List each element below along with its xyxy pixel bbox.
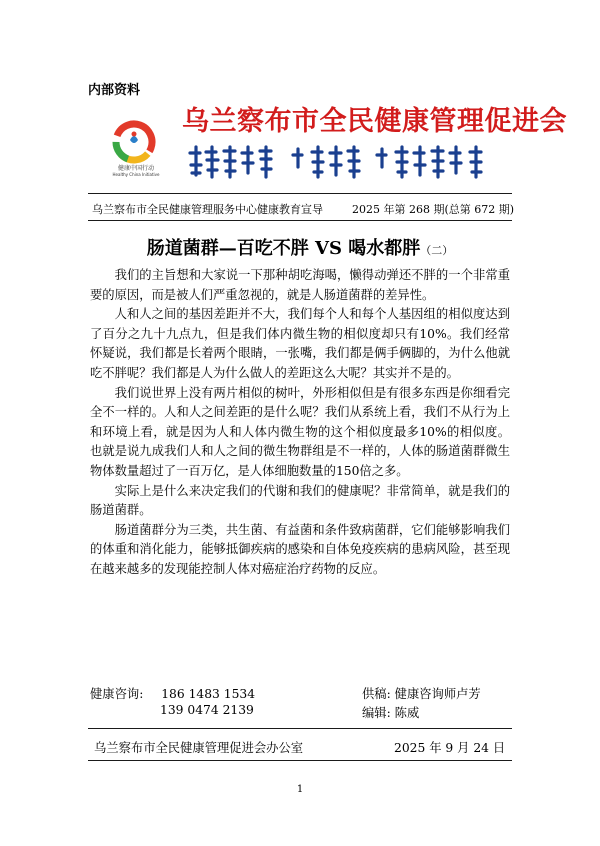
mongolian-script-title bbox=[186, 143, 491, 183]
contact-label: 健康咨询: bbox=[90, 687, 144, 701]
supplier-credit: 供稿: 健康咨询师卢芳 bbox=[362, 687, 481, 701]
logo-caption-cn: 健康中国行动 bbox=[117, 165, 154, 172]
logo-caption bbox=[100, 165, 172, 177]
article-title bbox=[88, 234, 512, 260]
issue-info-row bbox=[92, 201, 515, 217]
paragraph: 我们的主旨想和大家说一下那种胡吃海喝，懒得动弹还不胖的一个非常重要的原因，而是被人们严重忽视的，就是人肠道菌群的差异性。 bbox=[90, 268, 510, 302]
article-body bbox=[90, 266, 510, 580]
internal-label: 内部资料 bbox=[88, 83, 141, 98]
issue-number: 2025 年第 268 期(总第 672 期) bbox=[352, 203, 515, 216]
header-divider-top bbox=[88, 193, 512, 194]
footer-office: 乌兰察布市全民健康管理促进会办公室 bbox=[94, 741, 304, 755]
contact-phone-2: 139 0474 2139 bbox=[160, 703, 254, 717]
page-number: 1 bbox=[296, 784, 304, 795]
org-title: 乌兰察布市全民健康管理促进会 bbox=[182, 106, 567, 137]
article-title-text: 肠道菌群—百吃不胖 VS 喝水都胖 bbox=[146, 238, 421, 259]
paragraph: 我们说世界上没有两片相似的树叶，外形相似但是有很多东西是你细看完全不一样的。人和人之间差距的是什么呢？我们从系统上看，我们不从行为上和环境上看，就是因为人和人体内微生物的这个相似度最多10%的相似度。也就是说九成我们人和人之间的微生物群组是不一样的，人体的肠道菌群微生物体数量超过了一百万亿，是人体细胞数量的150倍之多。 bbox=[90, 385, 510, 478]
header-divider-bottom bbox=[88, 220, 512, 221]
contact-line-1 bbox=[90, 684, 255, 702]
footer-divider-top bbox=[88, 728, 512, 729]
publisher-label: 乌兰察布市全民健康管理服务中心健康教育宣导 bbox=[92, 203, 323, 216]
healthy-china-logo-icon bbox=[103, 110, 165, 172]
logo-caption-en: Healthy China Initiative bbox=[112, 172, 160, 177]
footer-divider-bottom bbox=[88, 760, 512, 761]
footer-date: 2025 年 9 月 24 日 bbox=[394, 741, 506, 755]
paragraph: 肠道菌群分为三类，共生菌、有益菌和条件致病菌群，它们能够影响我们的体重和消化能力，能够抵御疾病的感染和自体免疫疾病的患病风险，甚至现在越来越多的发现能控制人体对癌症治疗药物的反应。 bbox=[90, 522, 510, 576]
paragraph: 人和人之间的基因差距并不大，我们每个人和每个人基因组的相似度达到了百分之九十九点九，但是我们体内微生物的相似度却只有10%。我们经常怀疑说，我们都是长着两个眼睛，一张嘴，我们都是俩手俩脚的，为什么他就吃不胖呢？我们都是人为什么做人的差距这么大呢？其实并不是的。 bbox=[90, 307, 510, 380]
editor-credit: 编辑: 陈威 bbox=[362, 706, 420, 720]
contact-phone-1: 186 1483 1534 bbox=[161, 687, 256, 701]
paragraph: 实际上是什么来决定我们的代谢和我们的健康呢？非常简单，就是我们的肠道菌群。 bbox=[90, 483, 510, 518]
article-part: （二） bbox=[420, 244, 454, 257]
